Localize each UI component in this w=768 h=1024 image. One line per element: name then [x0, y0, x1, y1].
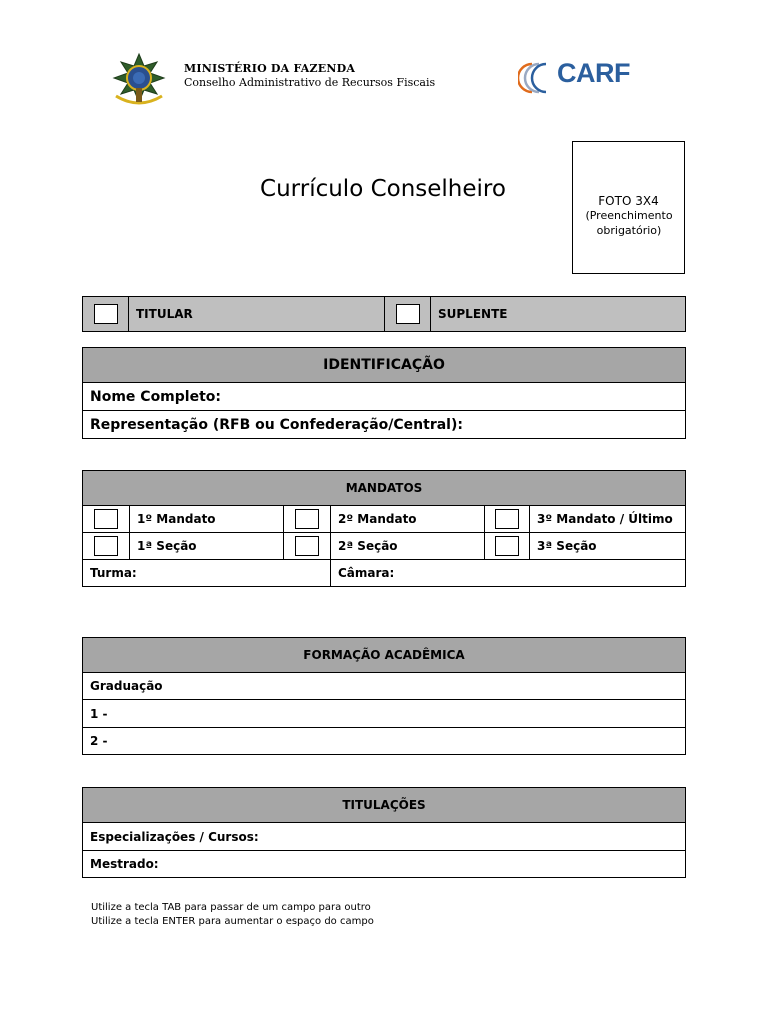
secao2-checkbox-cell	[284, 533, 331, 560]
suplente-checkbox-cell	[385, 297, 431, 332]
instructions	[91, 901, 374, 929]
carf-logo-text: CARF	[557, 58, 630, 88]
mandato2-checkbox[interactable]	[295, 509, 319, 529]
mestrado-field[interactable]: Mestrado:	[83, 851, 686, 878]
mandatos-table	[82, 470, 686, 587]
mandato2-label: 2º Mandato	[331, 506, 485, 533]
photo-box[interactable]	[572, 141, 685, 274]
identificacao-table	[82, 347, 686, 439]
titular-checkbox[interactable]	[94, 304, 118, 324]
turma-field[interactable]: Turma:	[83, 560, 331, 587]
mandato1-checkbox-cell	[83, 506, 130, 533]
photo-label: FOTO 3X4	[598, 194, 659, 208]
role-table	[82, 296, 686, 332]
formacao-header: FORMAÇÃO ACADÊMICA	[83, 638, 686, 673]
representacao-field[interactable]: Representação (RFB ou Confederação/Central):	[83, 411, 686, 439]
page-title: Currículo Conselheiro	[260, 176, 506, 202]
council-name: Conselho Administrativo de Recursos Fiscais	[184, 76, 436, 89]
graduacao-item-2[interactable]: 2 -	[83, 728, 686, 755]
titular-checkbox-cell	[83, 297, 129, 332]
formacao-table	[82, 637, 686, 755]
suplente-label: SUPLENTE	[431, 297, 686, 332]
mandato1-checkbox[interactable]	[94, 509, 118, 529]
secao3-checkbox-cell	[485, 533, 530, 560]
graduacao-item-1[interactable]: 1 -	[83, 700, 686, 728]
secao3-checkbox[interactable]	[495, 536, 519, 556]
suplente-checkbox[interactable]	[396, 304, 420, 324]
graduacao-label: Graduação	[83, 673, 686, 700]
identificacao-header: IDENTIFICAÇÃO	[83, 348, 686, 383]
nome-completo-field[interactable]: Nome Completo:	[83, 383, 686, 411]
especializacoes-field[interactable]: Especializações / Cursos:	[83, 823, 686, 851]
titular-label: TITULAR	[129, 297, 385, 332]
ministry-name: MINISTÉRIO DA FAZENDA	[184, 62, 356, 75]
instruction-enter: Utilize a tecla ENTER para aumentar o espaço do campo	[91, 916, 374, 927]
mandato2-checkbox-cell	[284, 506, 331, 533]
instruction-tab: Utilize a tecla TAB para passar de um campo para outro	[91, 902, 371, 913]
secao1-checkbox[interactable]	[94, 536, 118, 556]
secao1-checkbox-cell	[83, 533, 130, 560]
mandatos-header: MANDATOS	[83, 471, 686, 506]
secao3-label: 3ª Seção	[530, 533, 686, 560]
camara-field[interactable]: Câmara:	[331, 560, 686, 587]
mandato3-checkbox-cell	[485, 506, 530, 533]
titulacoes-header: TITULAÇÕES	[83, 788, 686, 823]
photo-note: (Preenchimento obrigatório)	[585, 209, 673, 237]
brazil-coat-of-arms-icon	[108, 52, 170, 108]
secao2-checkbox[interactable]	[295, 536, 319, 556]
secao2-label: 2ª Seção	[331, 533, 485, 560]
mandato1-label: 1º Mandato	[130, 506, 284, 533]
titulacoes-table	[82, 787, 686, 878]
mandato3-checkbox[interactable]	[495, 509, 519, 529]
ministry-heading	[184, 62, 435, 90]
mandato3-label: 3º Mandato / Último	[530, 506, 686, 533]
secao1-label: 1ª Seção	[130, 533, 284, 560]
